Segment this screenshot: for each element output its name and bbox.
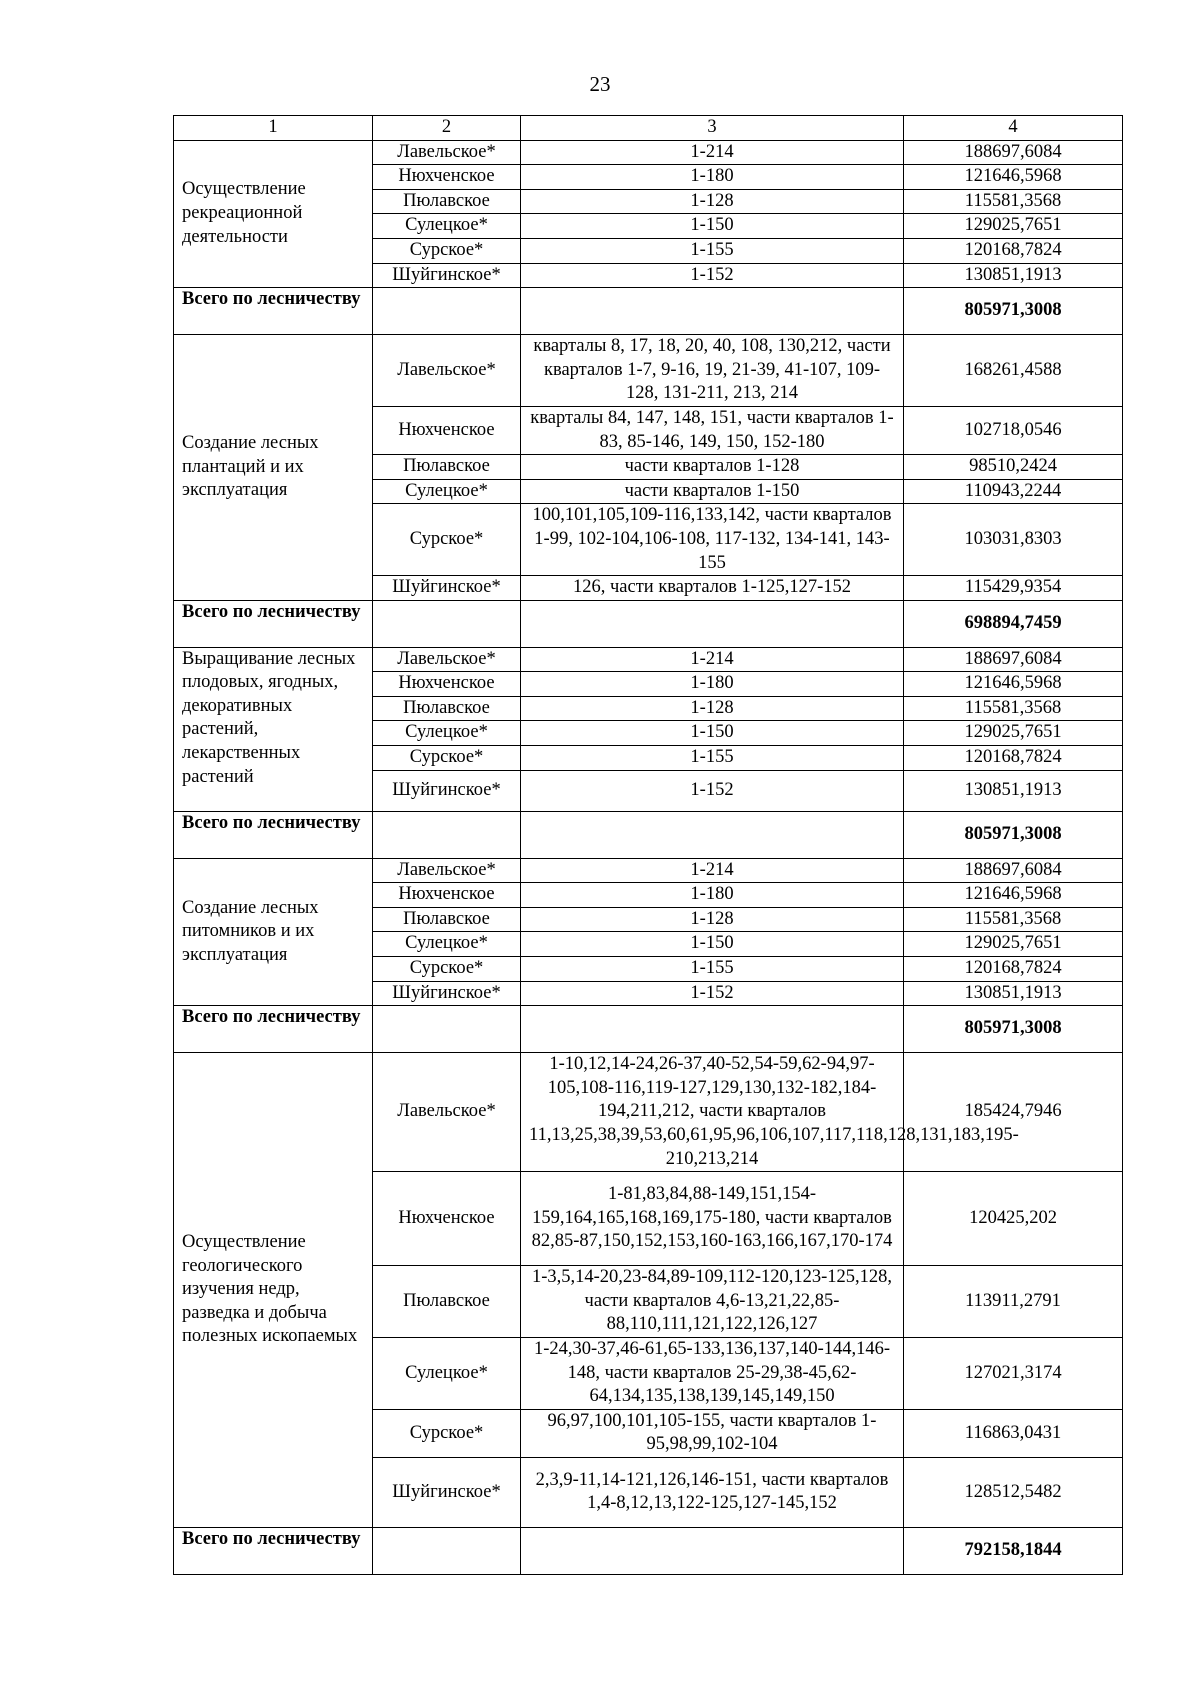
quarters-cell: 1-152 <box>521 263 904 288</box>
quarters-cell: 1-128 <box>521 696 904 721</box>
area-cell: 130851,1913 <box>904 981 1123 1006</box>
quarters-cell: 1-128 <box>521 907 904 932</box>
quarters-cell: кварталы 84, 147, 148, 151, части кварталов 1-83, 85-146, 149, 150, 152-180 <box>521 406 904 454</box>
area-cell: 120425,202 <box>904 1172 1123 1266</box>
empty-cell <box>521 1006 904 1053</box>
total-row <box>174 1006 1123 1053</box>
area-cell: 121646,5968 <box>904 672 1123 697</box>
total-row <box>174 288 1123 335</box>
forestry-cell: Шуйгинское* <box>373 576 521 601</box>
forestry-cell: Сурское* <box>373 957 521 982</box>
area-cell: 129025,7651 <box>904 214 1123 239</box>
area-cell: 103031,8303 <box>904 504 1123 576</box>
empty-cell <box>373 288 521 335</box>
quarters-cell: 1-180 <box>521 883 904 908</box>
forestry-cell: Пюлавское <box>373 696 521 721</box>
quarters-cell: 1-24,30-37,46-61,65-133,136,137,140-144,146-148, части кварталов 25-29,38-45,62-64,134,135,138,139,145,149,150 <box>521 1337 904 1409</box>
area-cell: 120168,7824 <box>904 238 1123 263</box>
total-label: Всего по лесничеству <box>174 288 373 335</box>
header-cell: 2 <box>373 116 521 141</box>
area-cell: 115581,3568 <box>904 907 1123 932</box>
quarters-cell: 1-152 <box>521 770 904 811</box>
forestry-cell: Шуйгинское* <box>373 263 521 288</box>
area-cell: 185424,7946 <box>904 1053 1123 1172</box>
area-cell: 188697,6084 <box>904 858 1123 883</box>
area-cell: 115581,3568 <box>904 189 1123 214</box>
empty-cell <box>521 1527 904 1574</box>
forestry-cell: Пюлавское <box>373 907 521 932</box>
forestry-cell: Сулецкое* <box>373 721 521 746</box>
quarters-cell: 1-81,83,84,88-149,151,154-159,164,165,168,169,175-180, части кварталов 82,85-87,150,152,153,160-163,166,167,170-174 <box>521 1172 904 1266</box>
forestry-cell: Лавельское* <box>373 858 521 883</box>
forestry-cell: Сурское* <box>373 746 521 771</box>
activity-cell: Осуществление геологического изучения недр, разведка и добыча полезных ископаемых <box>174 1053 373 1528</box>
quarters-cell: 1-155 <box>521 957 904 982</box>
quarters-cell: 1-180 <box>521 165 904 190</box>
area-cell: 130851,1913 <box>904 770 1123 811</box>
activity-cell: Создание лесных плантаций и их эксплуатация <box>174 335 373 601</box>
area-cell: 129025,7651 <box>904 932 1123 957</box>
quarters-cell: 1-214 <box>521 858 904 883</box>
table-row <box>174 647 1123 672</box>
activity-cell: Осуществление рекреационной деятельности <box>174 140 373 288</box>
header-row <box>174 116 1123 141</box>
area-cell: 168261,4588 <box>904 335 1123 407</box>
quarters-cell: 1-150 <box>521 721 904 746</box>
forest-use-table <box>173 115 1123 1575</box>
table-row <box>174 335 1123 407</box>
quarters-cell: 1-150 <box>521 214 904 239</box>
forestry-cell: Нюхченское <box>373 883 521 908</box>
area-cell: 130851,1913 <box>904 263 1123 288</box>
header-cell: 1 <box>174 116 373 141</box>
total-value: 805971,3008 <box>904 288 1123 335</box>
area-cell: 128512,5482 <box>904 1457 1123 1527</box>
forestry-cell: Шуйгинское* <box>373 981 521 1006</box>
header-cell: 3 <box>521 116 904 141</box>
forestry-cell: Нюхченское <box>373 1172 521 1266</box>
total-row <box>174 600 1123 647</box>
total-row <box>174 1527 1123 1574</box>
forestry-cell: Сурское* <box>373 1409 521 1457</box>
forestry-cell: Сулецкое* <box>373 932 521 957</box>
quarters-cell: части кварталов 1-150 <box>521 479 904 504</box>
table-row <box>174 1053 1123 1172</box>
forestry-cell: Нюхченское <box>373 165 521 190</box>
quarters-cell: 126, части кварталов 1-125,127-152 <box>521 576 904 601</box>
total-value: 792158,1844 <box>904 1527 1123 1574</box>
total-label: Всего по лесничеству <box>174 1006 373 1053</box>
area-cell: 102718,0546 <box>904 406 1123 454</box>
forestry-cell: Нюхченское <box>373 406 521 454</box>
forestry-cell: Сурское* <box>373 504 521 576</box>
total-label: Всего по лесничеству <box>174 1527 373 1574</box>
table-row <box>174 858 1123 883</box>
quarters-cell: 1-10,12,14-24,26-37,40-52,54-59,62-94,97-105,108-116,119-127,129,130,132-182,184-194,211,212, части кварталов 11,13,25,38,39,53,60,61,95,96,106,107,117,118,128,131,183,195-210,213,214 <box>521 1053 904 1172</box>
area-cell: 129025,7651 <box>904 721 1123 746</box>
area-cell: 120168,7824 <box>904 746 1123 771</box>
area-cell: 110943,2244 <box>904 479 1123 504</box>
quarters-cell: 100,101,105,109-116,133,142, части кварталов 1-99, 102-104,106-108, 117-132, 134-141, 143-155 <box>521 504 904 576</box>
quarters-cell: 1-180 <box>521 672 904 697</box>
forestry-cell: Лавельское* <box>373 335 521 407</box>
area-cell: 121646,5968 <box>904 165 1123 190</box>
quarters-cell: 1-152 <box>521 981 904 1006</box>
forestry-cell: Сурское* <box>373 238 521 263</box>
area-cell: 127021,3174 <box>904 1337 1123 1409</box>
empty-cell <box>373 600 521 647</box>
quarters-cell: 2,3,9-11,14-121,126,146-151, части кварталов 1,4-8,12,13,122-125,127-145,152 <box>521 1457 904 1527</box>
quarters-cell: 96,97,100,101,105-155, части кварталов 1-95,98,99,102-104 <box>521 1409 904 1457</box>
activity-cell: Создание лесных питомников и их эксплуатация <box>174 858 373 1006</box>
total-row <box>174 811 1123 858</box>
forestry-cell: Пюлавское <box>373 455 521 480</box>
area-cell: 120168,7824 <box>904 957 1123 982</box>
empty-cell <box>521 600 904 647</box>
forestry-cell: Шуйгинское* <box>373 1457 521 1527</box>
forestry-cell: Шуйгинское* <box>373 770 521 811</box>
forestry-cell: Лавельское* <box>373 1053 521 1172</box>
area-cell: 121646,5968 <box>904 883 1123 908</box>
area-cell: 113911,2791 <box>904 1266 1123 1338</box>
area-cell: 98510,2424 <box>904 455 1123 480</box>
quarters-cell: 1-128 <box>521 189 904 214</box>
page-number: 23 <box>589 72 611 96</box>
forestry-cell: Лавельское* <box>373 647 521 672</box>
forestry-cell: Сулецкое* <box>373 214 521 239</box>
header-cell: 4 <box>904 116 1123 141</box>
forestry-cell: Пюлавское <box>373 1266 521 1338</box>
quarters-cell: 1-150 <box>521 932 904 957</box>
empty-cell <box>373 1006 521 1053</box>
forestry-cell: Нюхченское <box>373 672 521 697</box>
total-label: Всего по лесничеству <box>174 811 373 858</box>
quarters-cell: 1-3,5,14-20,23-84,89-109,112-120,123-125,128, части кварталов 4,6-13,21,22,85-88,110,111,121,122,126,127 <box>521 1266 904 1338</box>
quarters-cell: 1-214 <box>521 140 904 165</box>
quarters-cell: 1-214 <box>521 647 904 672</box>
total-label: Всего по лесничеству <box>174 600 373 647</box>
total-value: 805971,3008 <box>904 1006 1123 1053</box>
total-value: 805971,3008 <box>904 811 1123 858</box>
empty-cell <box>521 288 904 335</box>
area-cell: 188697,6084 <box>904 647 1123 672</box>
empty-cell <box>373 1527 521 1574</box>
empty-cell <box>373 811 521 858</box>
quarters-cell: части кварталов 1-128 <box>521 455 904 480</box>
area-cell: 188697,6084 <box>904 140 1123 165</box>
area-cell: 115581,3568 <box>904 696 1123 721</box>
total-value: 698894,7459 <box>904 600 1123 647</box>
quarters-cell: 1-155 <box>521 746 904 771</box>
activity-cell: Выращивание лесных плодовых, ягодных, декоративных растений, лекарственных растений <box>174 647 373 811</box>
forestry-cell: Сулецкое* <box>373 1337 521 1409</box>
forestry-cell: Пюлавское <box>373 189 521 214</box>
forestry-cell: Лавельское* <box>373 140 521 165</box>
empty-cell <box>521 811 904 858</box>
quarters-cell: кварталы 8, 17, 18, 20, 40, 108, 130,212, части кварталов 1-7, 9-16, 19, 21-39, 41-107, 109-128, 131-211, 213, 214 <box>521 335 904 407</box>
forestry-cell: Сулецкое* <box>373 479 521 504</box>
area-cell: 115429,9354 <box>904 576 1123 601</box>
area-cell: 116863,0431 <box>904 1409 1123 1457</box>
table-row <box>174 140 1123 165</box>
quarters-cell: 1-155 <box>521 238 904 263</box>
